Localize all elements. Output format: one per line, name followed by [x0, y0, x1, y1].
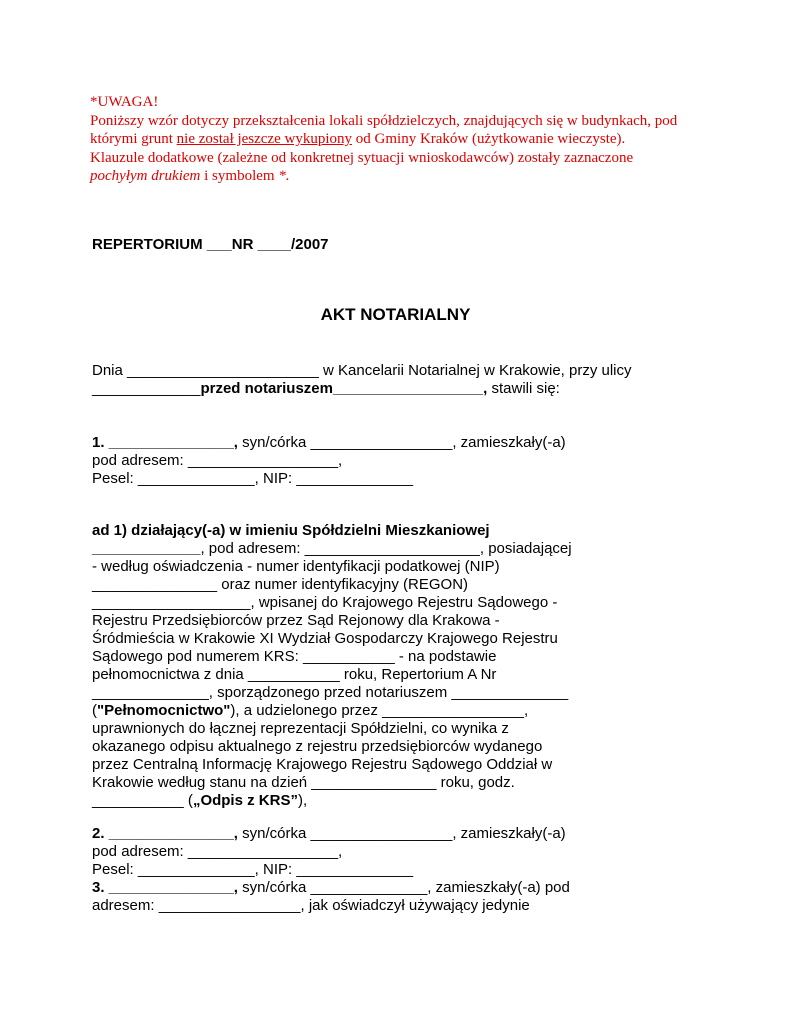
- party-1-line-2: pod adresem: __________________,: [92, 452, 343, 469]
- notice-line-3: Klauzule dodatkowe (zależne od konkretnej sytuacji wnioskodawców) zostały zaznaczone: [90, 149, 634, 166]
- party-2-line-1: 2. _______________, syn/córka _________________, zamieszkały(-a): [92, 825, 566, 842]
- party-2-line-3: Pesel: ______________, NIP: ______________: [92, 861, 414, 878]
- notice-underlined: nie został jeszcze wykupiony: [176, 131, 353, 147]
- party-1-line-3: Pesel: ______________, NIP: ______________: [92, 470, 414, 487]
- party-3-line-2: adresem: _________________, jak oświadczył używający jedynie: [92, 897, 530, 914]
- notice-line-4: pochyłym drukiem i symbolem *.: [90, 168, 290, 184]
- intro-line-1: Dnia _______________________ w Kancelarii Notarialnej w Krakowie, przy ulicy: [92, 362, 632, 379]
- notice-italic: pochyłym drukiem: [90, 168, 201, 184]
- intro-line-2: _____________przed notariuszem__________________, stawili się:: [92, 380, 560, 397]
- repertorium-line: REPERTORIUM ___NR ____/2007: [92, 236, 329, 253]
- notice-block: [90, 93, 710, 186]
- notice-line-1: Poniższy wzór dotyczy przekształcenia lokali spółdzielczych, znajdujących się w budynkach, pod: [90, 112, 678, 129]
- party-3-line-1: 3. _______________, syn/córka ______________, zamieszkały(-a) pod: [92, 879, 570, 896]
- party-2-line-2: pod adresem: __________________,: [92, 843, 343, 860]
- ad1-paragraph: ad 1) działający(-a) w imieniu Spółdzielni Mieszkaniowej _____________, pod adresem: _____________________, posiadającej - według oświadczenia - numer identyfikacji podatkowej (NIP) _______________ oraz numer identyfikacyjny (REGON) ___________________, wpisanej do Krajowego Rejestru Sądowego - Rejestru Przedsiębiorców przez Sąd Rejonowy dla Krakowa - Śródmieścia w Krakowie XI Wydział Gospodarczy Krajowego Rejestru Sądowego pod numerem KRS: ___________ - na podstawie pełnomocnictwa z dnia ___________ roku, Repertorium A Nr ______________, sporządzonego przed notariuszem ______________ ("Pełnomocnictwo"), a udzielonego przez _________________, uprawnionych do łącznej reprezentacji Spółdzielni, co wynika z okazanego odpisu aktualnego z rejestru przedsiębiorców wydanego przez Centralną Informację Krajowego Rejestru Sądowego Oddział w Krakowie według stanu na dzień _______________ roku, godz. ___________ („Odpis z KRS”),: [92, 522, 712, 810]
- notice-heading: *UWAGA!: [90, 94, 159, 110]
- party-2: [92, 825, 712, 879]
- ad1-heading: ad 1) działający(-a) w imieniu Spółdzielni Mieszkaniowej: [92, 522, 490, 539]
- page-title: AKT NOTARIALNY: [320, 305, 471, 324]
- party-1-line-1: 1. _______________, syn/córka _________________, zamieszkały(-a): [92, 434, 566, 451]
- party-3: [92, 879, 712, 915]
- intro-paragraph: [92, 362, 712, 398]
- party-1: [92, 434, 712, 488]
- notice-line-2: którymi grunt nie został jeszcze wykupiony od Gminy Kraków (użytkowanie wieczyste).: [90, 131, 626, 147]
